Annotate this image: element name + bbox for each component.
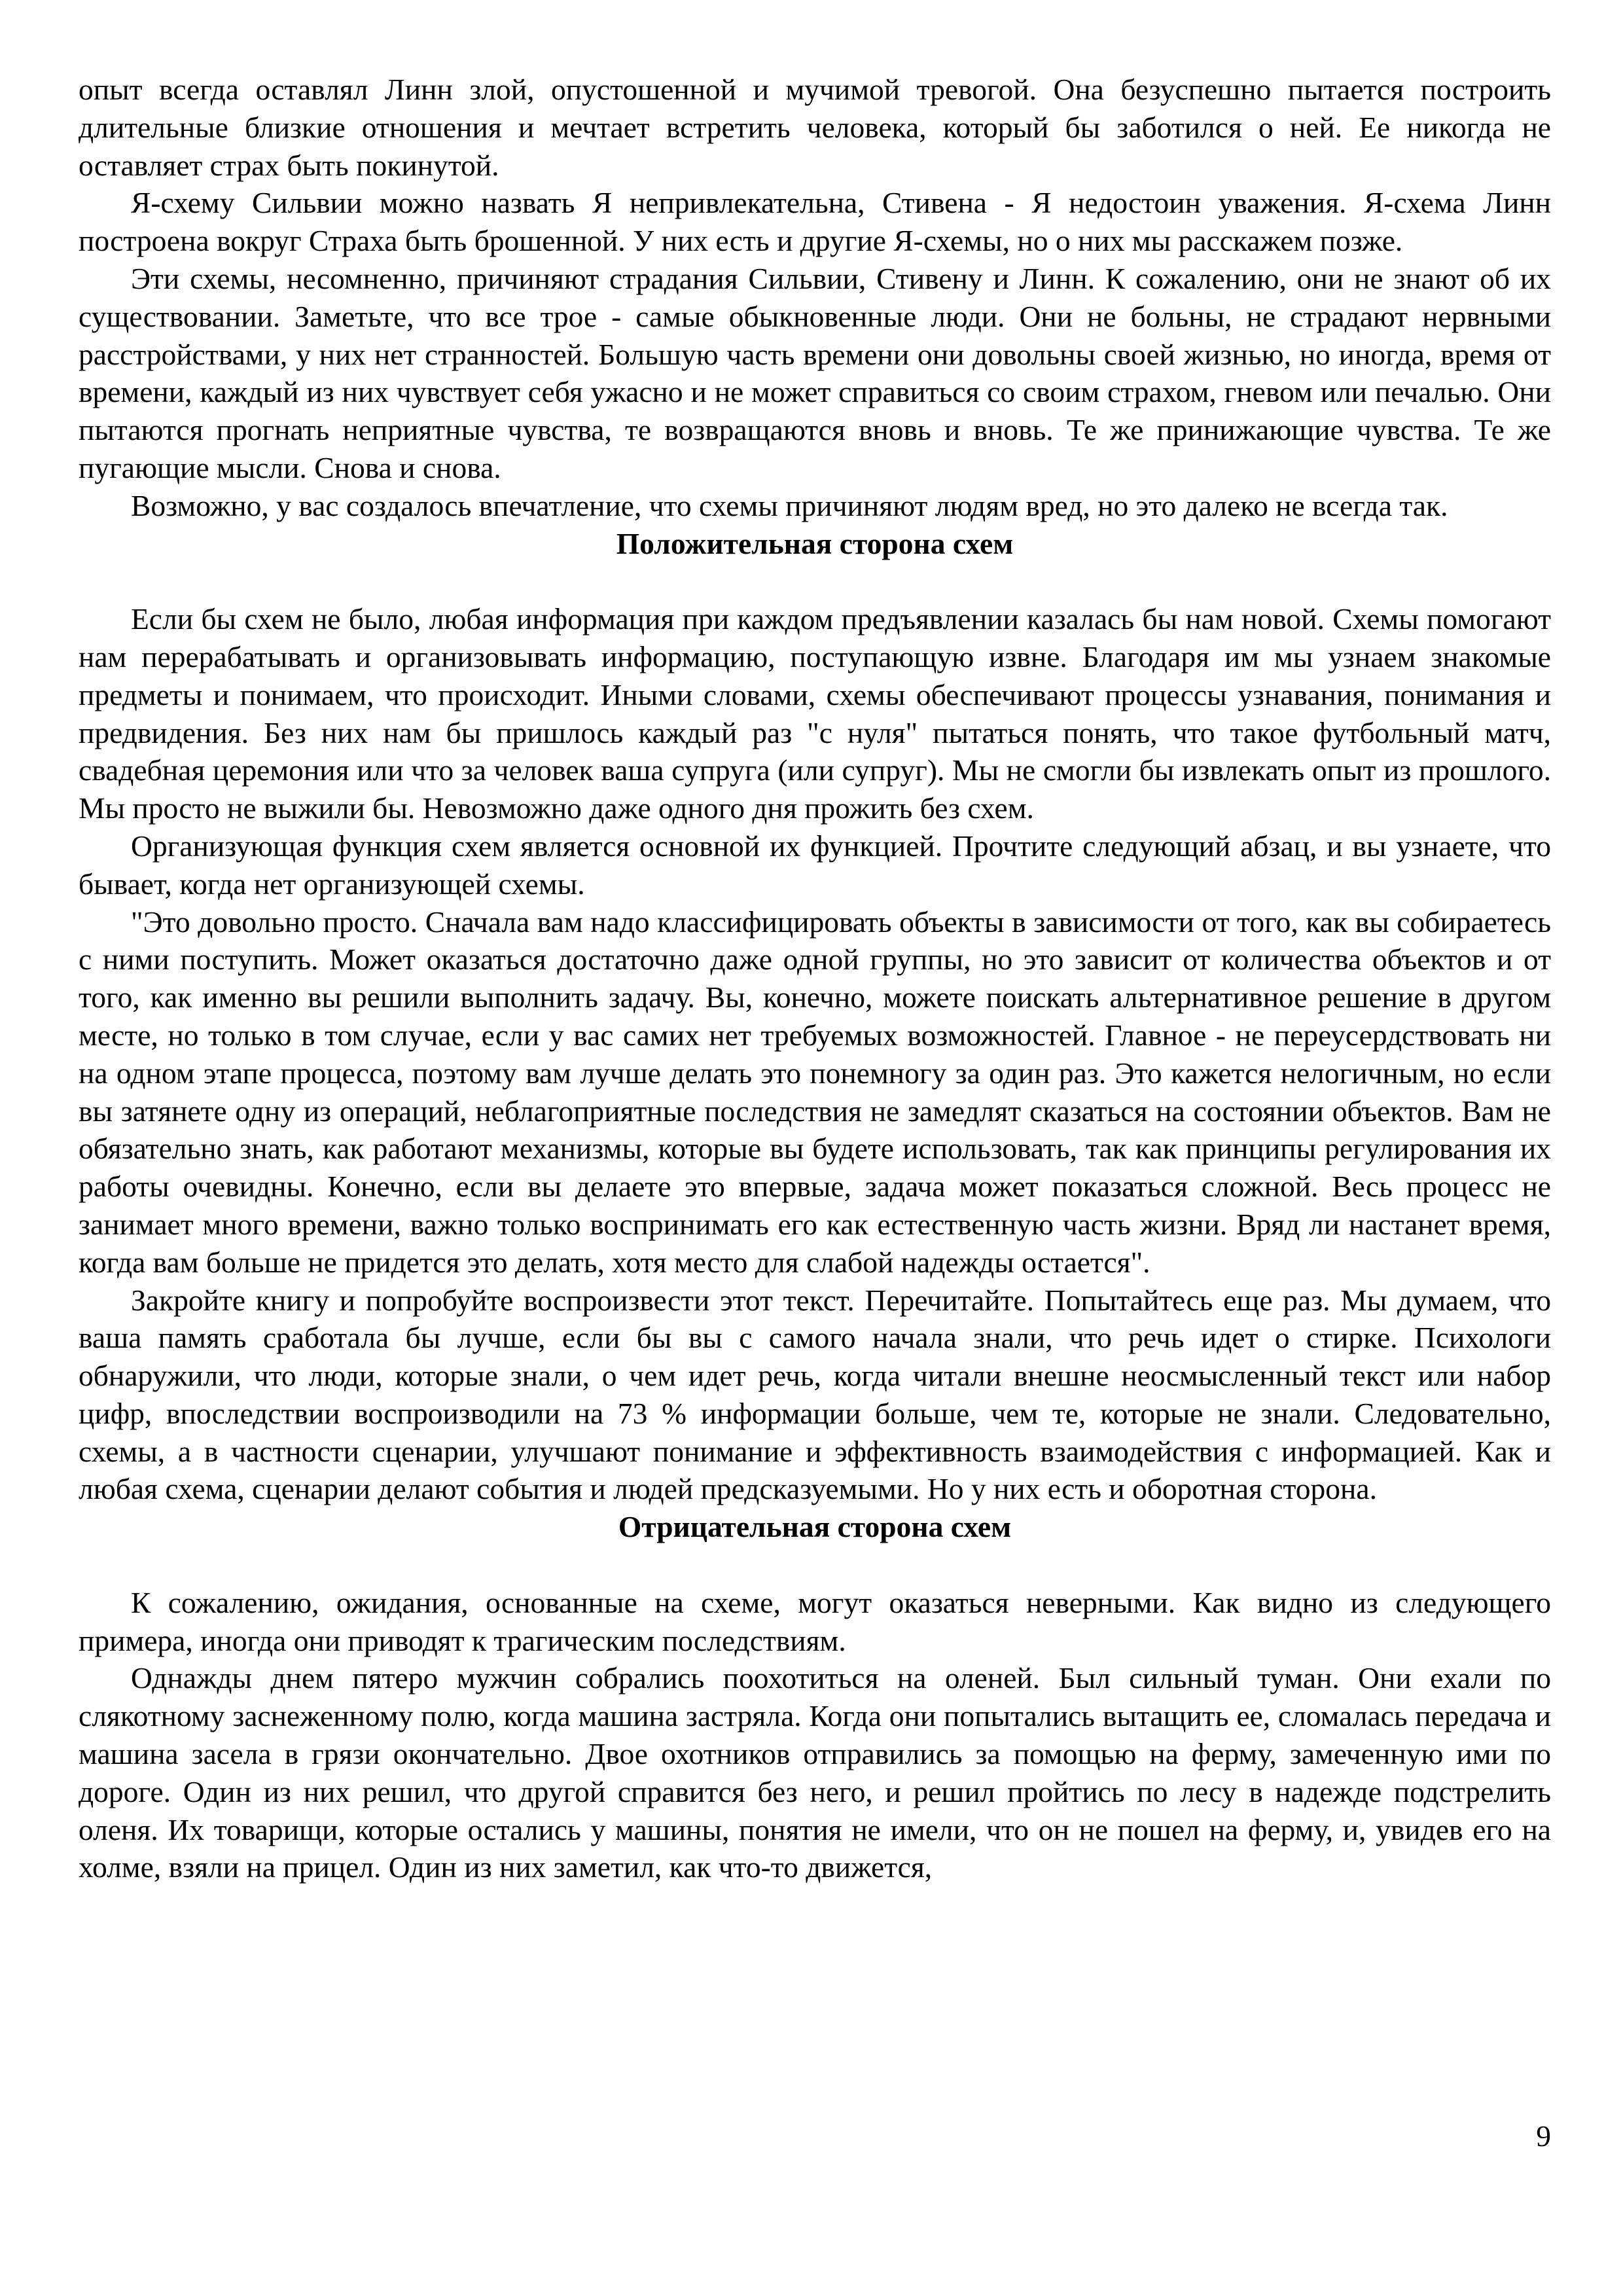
paragraph: Эти схемы, несомненно, причиняют страдания Сильвии, Стивену и Линн. К сожалению, они не знают об их существовании. Заметьте, что все трое - самые обыкновенные люди. Они не больны, не страдают нервными расстройствами, у них нет странностей. Большую часть времени они довольны своей жизнью, но иногда, время от времени, каждый из них чувствует себя ужасно и не может справиться со своим страхом, гневом или печалью. Они пытаются прогнать неприятные чувства, те возвращаются вновь и вновь. Те же принижающие чувства. Те же пугающие мысли. Снова и снова. xyxy=(79,261,1551,484)
document-page xyxy=(79,71,1551,1886)
paragraph: Я-схему Сильвии можно назвать Я непривлекательна, Стивена - Я недостоин уважения. Я-схема Линн построена вокруг Страха быть брошенной. У них есть и другие Я-схемы, но о них мы расскажем позже. xyxy=(79,186,1551,258)
paragraph: Возможно, у вас создалось впечатление, что схемы причиняют людям вред, но это далеко не всегда так. xyxy=(131,488,1448,522)
section-heading-positive: Положительная сторона схем xyxy=(616,526,1014,560)
paragraph: "Это довольно просто. Сначала вам надо классифицировать объекты в зависимости от того, как вы собираетесь с ними поступить. Может оказаться достаточно даже одной группы, но это зависит от количества объектов и от того, как именно вы решили выполнить задачу. Вы, конечно, можете поискать альтернативное решение в другом месте, но только в том случае, если у вас самих нет требуемых возможностей. Главное - не переусердствовать ни на одном этапе процесса, поэтому вам лучше делать это понемногу за один раз. Это кажется нелогичным, но если вы затянете одну из операций, неблагоприятные последствия не замедлят сказаться на состоянии объектов. Вам не обязательно знать, как работают механизмы, которые вы будете использовать, так как принципы регулирования их работы очевидны. Конечно, если вы делаете это впервые, задача может показаться сложной. Весь процесс не занимает много времени, важно только воспринимать его как естественную часть жизни. Вряд ли настанет время, когда вам больше не придется это делать, хотя место для слабой надежды остается". xyxy=(79,905,1551,1279)
page-number: 9 xyxy=(1536,2119,1551,2153)
paragraph: опыт всегда оставлял Линн злой, опустошенной и мучимой тревогой. Она безуспешно пытается построить длительные близкие отношения и мечтает встретить человека, который бы заботился о ней. Ее никогда не оставляет страх быть покинутой. xyxy=(79,73,1551,182)
section-heading-negative: Отрицательная сторона схем xyxy=(618,1510,1012,1544)
paragraph: Организующая функция схем является основной их функцией. Прочтите следующий абзац, и вы узнаете, что бывает, когда нет организующей схемы. xyxy=(79,829,1551,901)
paragraph: Закройте книгу и попробуйте воспроизвести этот текст. Перечитайте. Попытайтесь еще раз. Мы думаем, что ваша память сработала бы лучше, если бы вы с самого начала знали, что речь идет о стирке. Психологи обнаружили, что люди, которые знали, о чем идет речь, когда читали внешне неосмысленный текст или набор цифр, впоследствии воспроизводили на 73 % информации больше, чем те, которые не знали. Следовательно, схемы, а в частности сценарии, улучшают понимание и эффективность взаимодействия с информацией. Как и любая схема, сценарии делают события и людей предсказуемыми. Но у них есть и оборотная сторона. xyxy=(79,1283,1551,1506)
paragraph: К сожалению, ожидания, основанные на схеме, могут оказаться неверными. Как видно из следующего примера, иногда они приводят к трагическим последствиям. xyxy=(79,1585,1551,1657)
paragraph: Однажды днем пятеро мужчин собрались поохотиться на оленей. Был сильный туман. Они ехали по слякотному заснеженному полю, когда машина застряла. Когда они попытались вытащить ее, сломалась передача и машина засела в грязи окончательно. Двое охотников отправились за помощью на ферму, замеченную ими по дороге. Один из них решил, что другой справится без него, и решил пройтись по лесу в надежде подстрелить оленя. Их товарищи, которые остались у машины, понятия не имели, что он не пошел на ферму, и, увидев его на холме, взяли на прицел. Один из них заметил, как что-то движется, xyxy=(79,1661,1551,1884)
paragraph: Если бы схем не было, любая информация при каждом предъявлении казалась бы нам новой. Схемы помогают нам перерабатывать и организовывать информацию, поступающую извне. Благодаря им мы узнаем знакомые предметы и понимаем, что происходит. Иными словами, схемы обеспечивают процессы узнавания, понимания и предвидения. Без них нам бы пришлось каждый раз "с нуля" пытаться понять, что такое футбольный матч, свадебная церемония или что за человек ваша супруга (или супруг). Мы не смогли бы извлекать опыт из прошлого. Мы просто не выжили бы. Невозможно даже одного дня прожить без схем. xyxy=(79,602,1551,825)
